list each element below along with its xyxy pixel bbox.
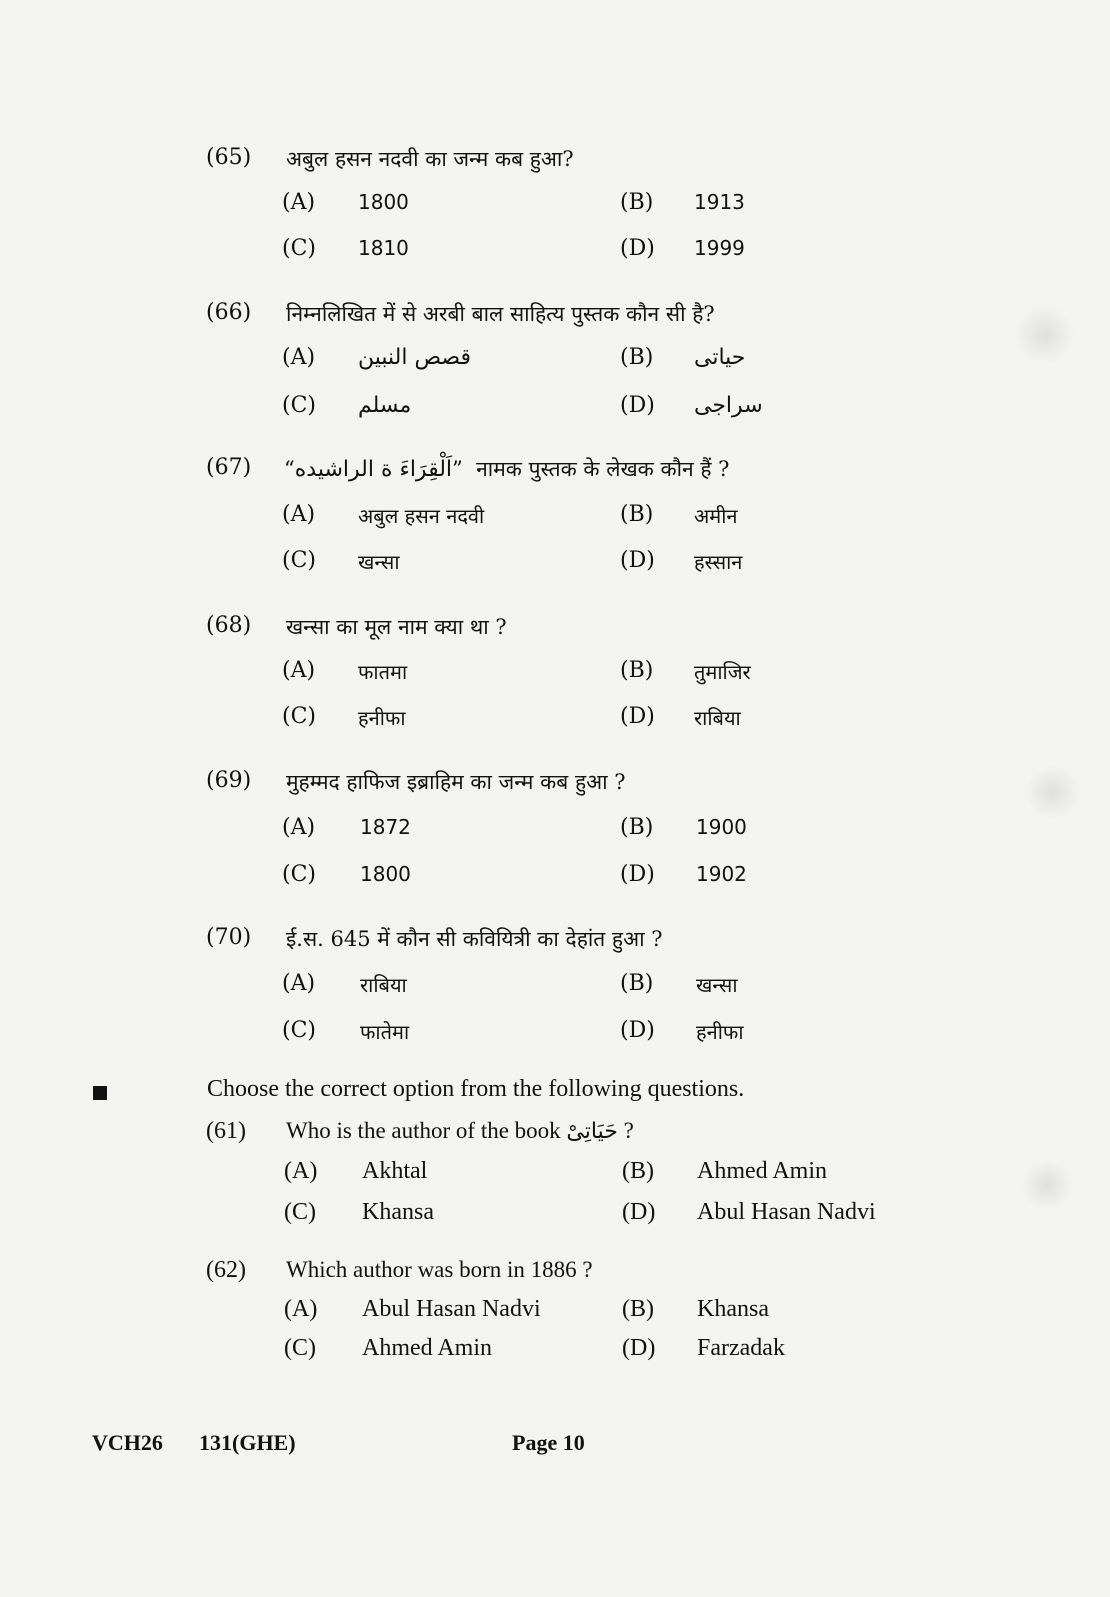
option-label: (B) <box>620 971 654 996</box>
option-label: (A) <box>282 815 316 840</box>
option-label: (A) <box>282 345 316 370</box>
option-value: مسلم <box>358 393 412 418</box>
option-value: قصص النبين <box>358 345 472 370</box>
question-number: (67) <box>206 455 252 480</box>
option-value: 1999 <box>694 236 745 260</box>
option-value: 1913 <box>694 190 745 214</box>
option-value: फातमा <box>358 660 408 684</box>
option-value: Abul Hasan Nadvi <box>697 1199 876 1225</box>
option-value: Akhtal <box>362 1158 428 1184</box>
question-text-hindi: नामक पुस्तक के लेखक कौन हैं ? <box>476 457 730 481</box>
option-value: फातेमा <box>360 1020 410 1044</box>
question-mark: ? <box>623 1118 634 1143</box>
option-label: (A) <box>284 1158 318 1184</box>
option-label: (C) <box>282 1018 316 1043</box>
option-label: (B) <box>622 1158 654 1184</box>
option-label: (B) <box>620 658 654 683</box>
option-value: तुमाजिर <box>694 660 751 684</box>
option-value: سراجى <box>694 393 763 418</box>
option-value: Abul Hasan Nadvi <box>362 1296 541 1322</box>
arabic-book-title: اَلْقِرَاءَ ة الراشيده <box>294 457 453 482</box>
section-instruction: Choose the correct option from the following questions. <box>207 1076 745 1102</box>
section-bullet <box>93 1086 107 1100</box>
option-label: (C) <box>282 548 316 573</box>
option-value: 1810 <box>358 236 409 260</box>
question-number: (70) <box>206 925 252 950</box>
option-label: (A) <box>282 502 316 527</box>
option-label: (B) <box>620 345 654 370</box>
option-value: हस्सान <box>694 550 743 574</box>
footer-code: VCH26 <box>92 1430 163 1455</box>
option-label: (D) <box>622 1199 656 1225</box>
option-value: 1800 <box>360 862 411 886</box>
question-text-english: Who is the author of the book <box>286 1118 561 1143</box>
option-label: (D) <box>620 236 655 261</box>
option-label: (A) <box>282 190 316 215</box>
option-value: अबुल हसन नदवी <box>358 504 485 528</box>
question-text: “اَلْقِرَاءَ ة الراشيده” नामक पुस्तक के लेखक कौन हैं ? <box>284 457 730 482</box>
option-label: (A) <box>282 971 316 996</box>
option-value: Ahmed Amin <box>362 1335 492 1361</box>
option-value: राबिया <box>360 973 407 997</box>
question-number: (68) <box>206 613 252 638</box>
option-label: (D) <box>620 1018 655 1043</box>
option-label: (A) <box>284 1296 318 1322</box>
arabic-book-title: حَيَاتِیْ <box>566 1119 618 1144</box>
option-label: (C) <box>282 862 316 887</box>
question-text: निम्नलिखित में से अरबी बाल साहित्य पुस्तक कौन सी है? <box>286 302 715 326</box>
option-label: (B) <box>620 502 654 527</box>
question-text: ई.स. 645 में कौन सी कवियित्री का देहांत हुआ ? <box>286 927 663 951</box>
option-label: (C) <box>284 1335 316 1361</box>
option-label: (B) <box>622 1296 654 1322</box>
option-value: Khansa <box>362 1199 434 1225</box>
question-number: (69) <box>206 768 252 793</box>
question-text: Which author was born in 1886 ? <box>286 1257 593 1282</box>
option-value: 1900 <box>696 815 747 839</box>
option-value: 1872 <box>360 815 411 839</box>
option-label: (B) <box>620 190 654 215</box>
option-value: हनीफा <box>696 1020 744 1044</box>
question-text: मुहम्मद हाफिज इब्राहिम का जन्म कब हुआ ? <box>286 770 626 794</box>
option-value: हनीफा <box>358 706 406 730</box>
question-number: (66) <box>206 300 252 325</box>
question-number: (62) <box>206 1257 246 1283</box>
option-value: खन्सा <box>696 973 738 997</box>
footer-paper: 131(GHE) <box>199 1430 296 1455</box>
page-number: Page 10 <box>512 1430 585 1455</box>
option-value: 1800 <box>358 190 409 214</box>
option-label: (D) <box>620 704 655 729</box>
option-label: (D) <box>620 862 655 887</box>
option-value: Ahmed Amin <box>697 1158 827 1184</box>
question-text <box>286 1118 634 1144</box>
option-label: (D) <box>622 1335 656 1361</box>
option-value: حياتى <box>694 345 746 370</box>
option-label: (D) <box>620 393 655 418</box>
option-value: Khansa <box>697 1296 769 1322</box>
option-value: Farzadak <box>697 1335 785 1361</box>
option-label: (B) <box>620 815 654 840</box>
question-text: अबुल हसन नदवी का जन्म कब हुआ? <box>286 147 574 171</box>
option-value: खन्सा <box>358 550 400 574</box>
option-value: 1902 <box>696 862 747 886</box>
option-label: (D) <box>620 548 655 573</box>
option-label: (C) <box>284 1199 316 1225</box>
question-number: (61) <box>206 1118 246 1144</box>
option-label: (C) <box>282 236 316 261</box>
option-label: (A) <box>282 658 316 683</box>
option-label: (C) <box>282 393 316 418</box>
option-value: राबिया <box>694 706 741 730</box>
option-label: (C) <box>282 704 316 729</box>
question-text: खन्सा का मूल नाम क्या था ? <box>286 615 507 639</box>
option-value: अमीन <box>694 504 738 528</box>
question-number: (65) <box>206 145 252 170</box>
